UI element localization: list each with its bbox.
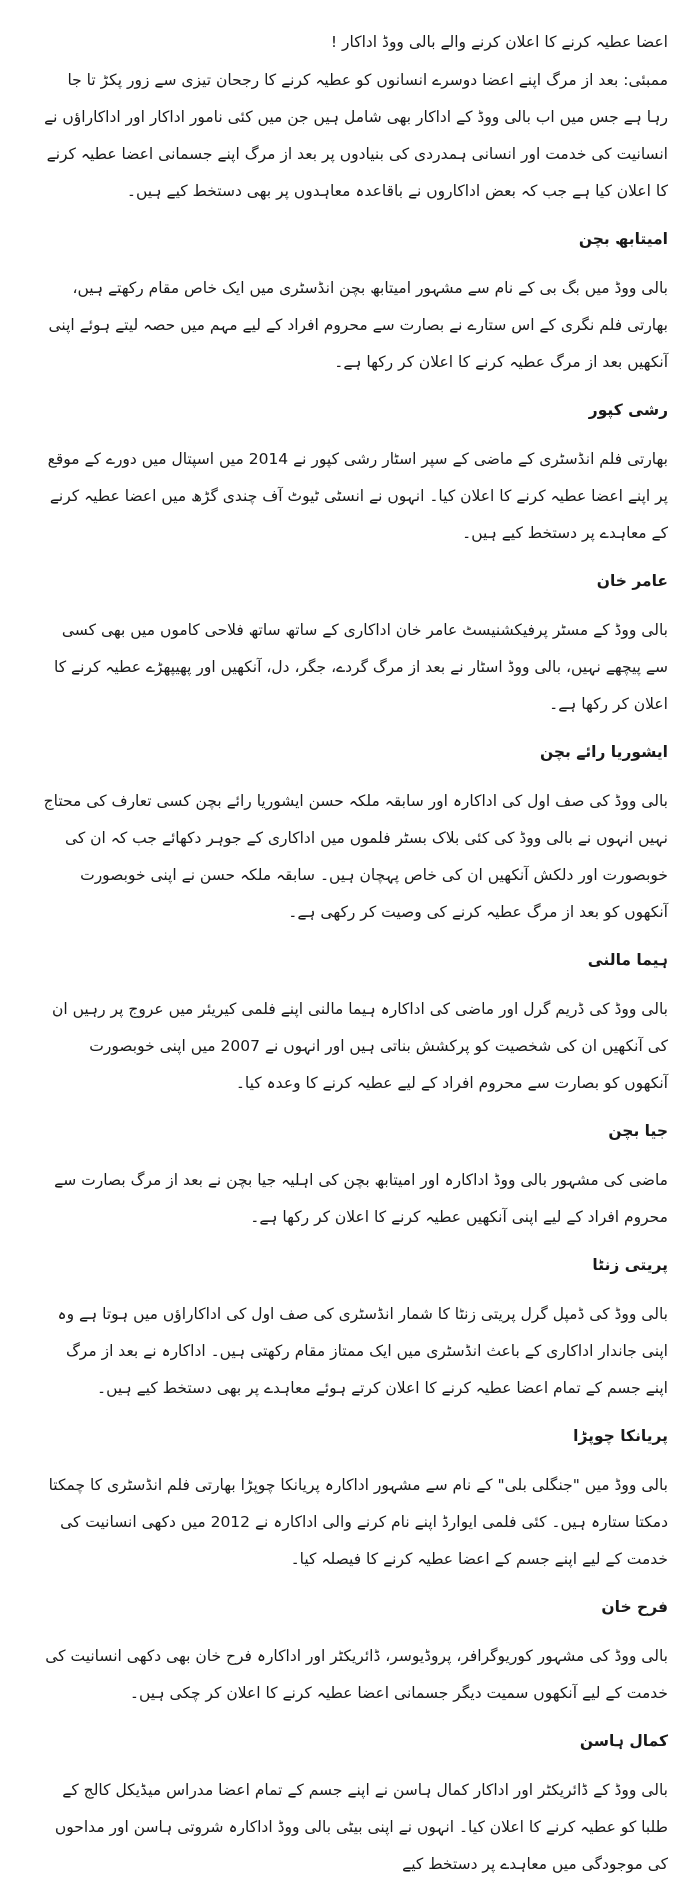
section-aishwarya-rai bbox=[42, 735, 668, 931]
section-preity-zinta bbox=[42, 1248, 668, 1407]
section-rishi-kapoor bbox=[42, 393, 668, 552]
section-text: بالی ووڈ کی صف اول کی اداکارہ اور سابقہ ملکہ حسن ایشوریا رائے بچن کسی تعارف کی محتاج نہیں انہوں نے بالی ووڈ کی کئی بلاک بسٹر فلموں میں اداکاری کے جوہر دکھائے جب کہ ان کی خوبصورت اور دلکش آنکھیں ان کی خاص پہچان ہیں۔ سابقہ ملکہ حسن نے اپنی خوبصورت آنکھوں کو بعد از مرگ عطیہ کرنے کی وصیت کر رکھی ہے۔ bbox=[43, 792, 668, 921]
section-priyanka-chopra bbox=[42, 1419, 668, 1578]
section-text: بالی ووڈ کی مشہور کوریوگرافر، پروڈیوسر، ڈائریکٹر اور اداکارہ فرح خان بھی دکھی انسانیت کی خدمت کے لیے آنکھوں سمیت دیگر جسمانی اعضا عطیہ کرنے کا اعلان کر چکی ہیں۔ bbox=[45, 1647, 668, 1702]
section-heading: عامر خان bbox=[596, 572, 668, 590]
section-jaya-bachchan bbox=[42, 1114, 668, 1236]
section-heading: پریتی زنٹا bbox=[592, 1256, 668, 1274]
section-heading: امیتابھ بچن bbox=[578, 230, 668, 248]
article-intro: ممبئی: بعد از مرگ اپنے اعضا دوسرے انسانوں کو عطیہ کرنے کا رجحان تیزی سے زور پکڑ تا جا رہا ہے جس میں اب بالی ووڈ کے اداکار بھی شامل ہیں جن میں کئی نامور اداکار اور اداکاراؤں نے انسانیت کی خدمت اور انسانی ہمدردی کی بنیادوں پر بعد از مرگ اپنے جسمانی اعضا عطیہ کرنے کا اعلان کیا ہے جب کہ بعض اداکاروں نے باقاعدہ معاہدوں پر بھی دستخط کیے ہیں۔ bbox=[44, 71, 668, 200]
section-text: بالی ووڈ کے مسٹر پرفیکشنیسٹ عامر خان اداکاری کے ساتھ ساتھ فلاحی کاموں میں بھی کسی سے پیچھے نہیں، بالی ووڈ اسٹار نے بعد از مرگ گردے، جگر، دل، آنکھیں اور پھیپھڑے عطیہ کرنے کا اعلان کر رکھا ہے۔ bbox=[53, 621, 668, 713]
article bbox=[42, 0, 668, 1883]
section-heading: کمال ہاسن bbox=[579, 1732, 668, 1750]
section-text: بالی ووڈ میں "جنگلی بلی" کے نام سے مشہور اداکارہ پریانکا چوپڑا بھارتی فلم انڈسٹری کا چمکتا دمکتا ستارہ ہیں۔ کئی فلمی ایوارڈ اپنے نام کرنے والی اداکارہ نے 2012 میں دکھی انسانیت کی خدمت کے لیے اپنے جسم کے اعضا عطیہ کرنے کا فیصلہ کیا۔ bbox=[48, 1476, 668, 1568]
article-title: اعضا عطیہ کرنے کا اعلان کرنے والے بالی ووڈ اداکار ! bbox=[330, 33, 668, 51]
section-text: بالی ووڈ کی ڈریم گرل اور ماضی کی اداکارہ ہیما مالنی اپنے فلمی کیریئر میں عروج پر رہیں ان کی آنکھیں ان کی شخصیت کو پرکشش بناتی ہیں اور انہوں نے 2007 میں اپنی خوبصورت آنکھوں کو بصارت سے محروم افراد کے لیے عطیہ کرنے کا وعدہ کیا۔ bbox=[51, 1000, 668, 1092]
section-heading: جیا بچن bbox=[608, 1122, 668, 1140]
section-amitabh-bachchan bbox=[42, 222, 668, 381]
section-text: بھارتی فلم انڈسٹری کے ماضی کے سپر اسٹار رشی کپور نے 2014 میں اسپتال میں دورے کے موقع پر اپنے اعضا عطیہ کرنے کا اعلان کیا۔ انہوں نے انسٹی ٹیوٹ آف چندی گڑھ میں اعضا عطیہ کرنے کے معاہدے پر دستخط کیے ہیں۔ bbox=[47, 450, 668, 542]
section-heading: رشی کپور bbox=[588, 401, 668, 419]
section-hema-malini bbox=[42, 943, 668, 1102]
section-text: بالی ووڈ کے ڈائریکٹر اور اداکار کمال ہاسن نے اپنے جسم کے تمام اعضا مدراس میڈیکل کالج کے طلبا کو عطیہ کرنے کا اعلان کیا۔ انہوں نے اپنی بیٹی بالی ووڈ اداکارہ شروتی ہاسن اور مداحوں کی موجودگی میں معاہدے پر دستخط کیے bbox=[54, 1781, 668, 1873]
section-heading: ہیما مالنی bbox=[587, 951, 668, 969]
section-text: بالی ووڈ کی ڈمپل گرل پریتی زنٹا کا شمار انڈسٹری کی صف اول کی اداکاراؤں میں ہوتا ہے وہ اپنی جاندار اداکاری کے باعث انڈسٹری میں ایک ممتاز مقام رکھتی ہیں۔ اداکارہ نے بعد از مرگ اپنے جسم کے تمام اعضا عطیہ کرنے کا اعلان کرتے ہوئے معاہدے پر بھی دستخط کیے ہیں۔ bbox=[57, 1305, 668, 1397]
section-text: بالی ووڈ میں بگ بی کے نام سے مشہور امیتابھ بچن انڈسٹری میں ایک خاص مقام رکھتے ہیں، بھارتی فلم نگری کے اس ستارے نے بصارت سے محروم افراد کے لیے مہم میں حصہ لیتے ہوئے اپنی آنکھیں بعد از مرگ عطیہ کرنے کا اعلان کر رکھا ہے۔ bbox=[48, 279, 668, 371]
section-kamal-haasan bbox=[42, 1724, 668, 1883]
section-text: ماضی کی مشہور بالی ووڈ اداکارہ اور امیتابھ بچن کی اہلیہ جیا بچن نے بعد از مرگ بصارت سے محروم افراد کے لیے اپنی آنکھیں عطیہ کرنے کا اعلان کر رکھا ہے۔ bbox=[54, 1171, 668, 1226]
section-aamir-khan bbox=[42, 564, 668, 723]
section-heading: پریانکا چوپڑا bbox=[573, 1427, 668, 1445]
section-farah-khan bbox=[42, 1590, 668, 1712]
section-heading: ایشوریا رائے بچن bbox=[539, 743, 668, 761]
section-heading: فرح خان bbox=[601, 1598, 668, 1616]
